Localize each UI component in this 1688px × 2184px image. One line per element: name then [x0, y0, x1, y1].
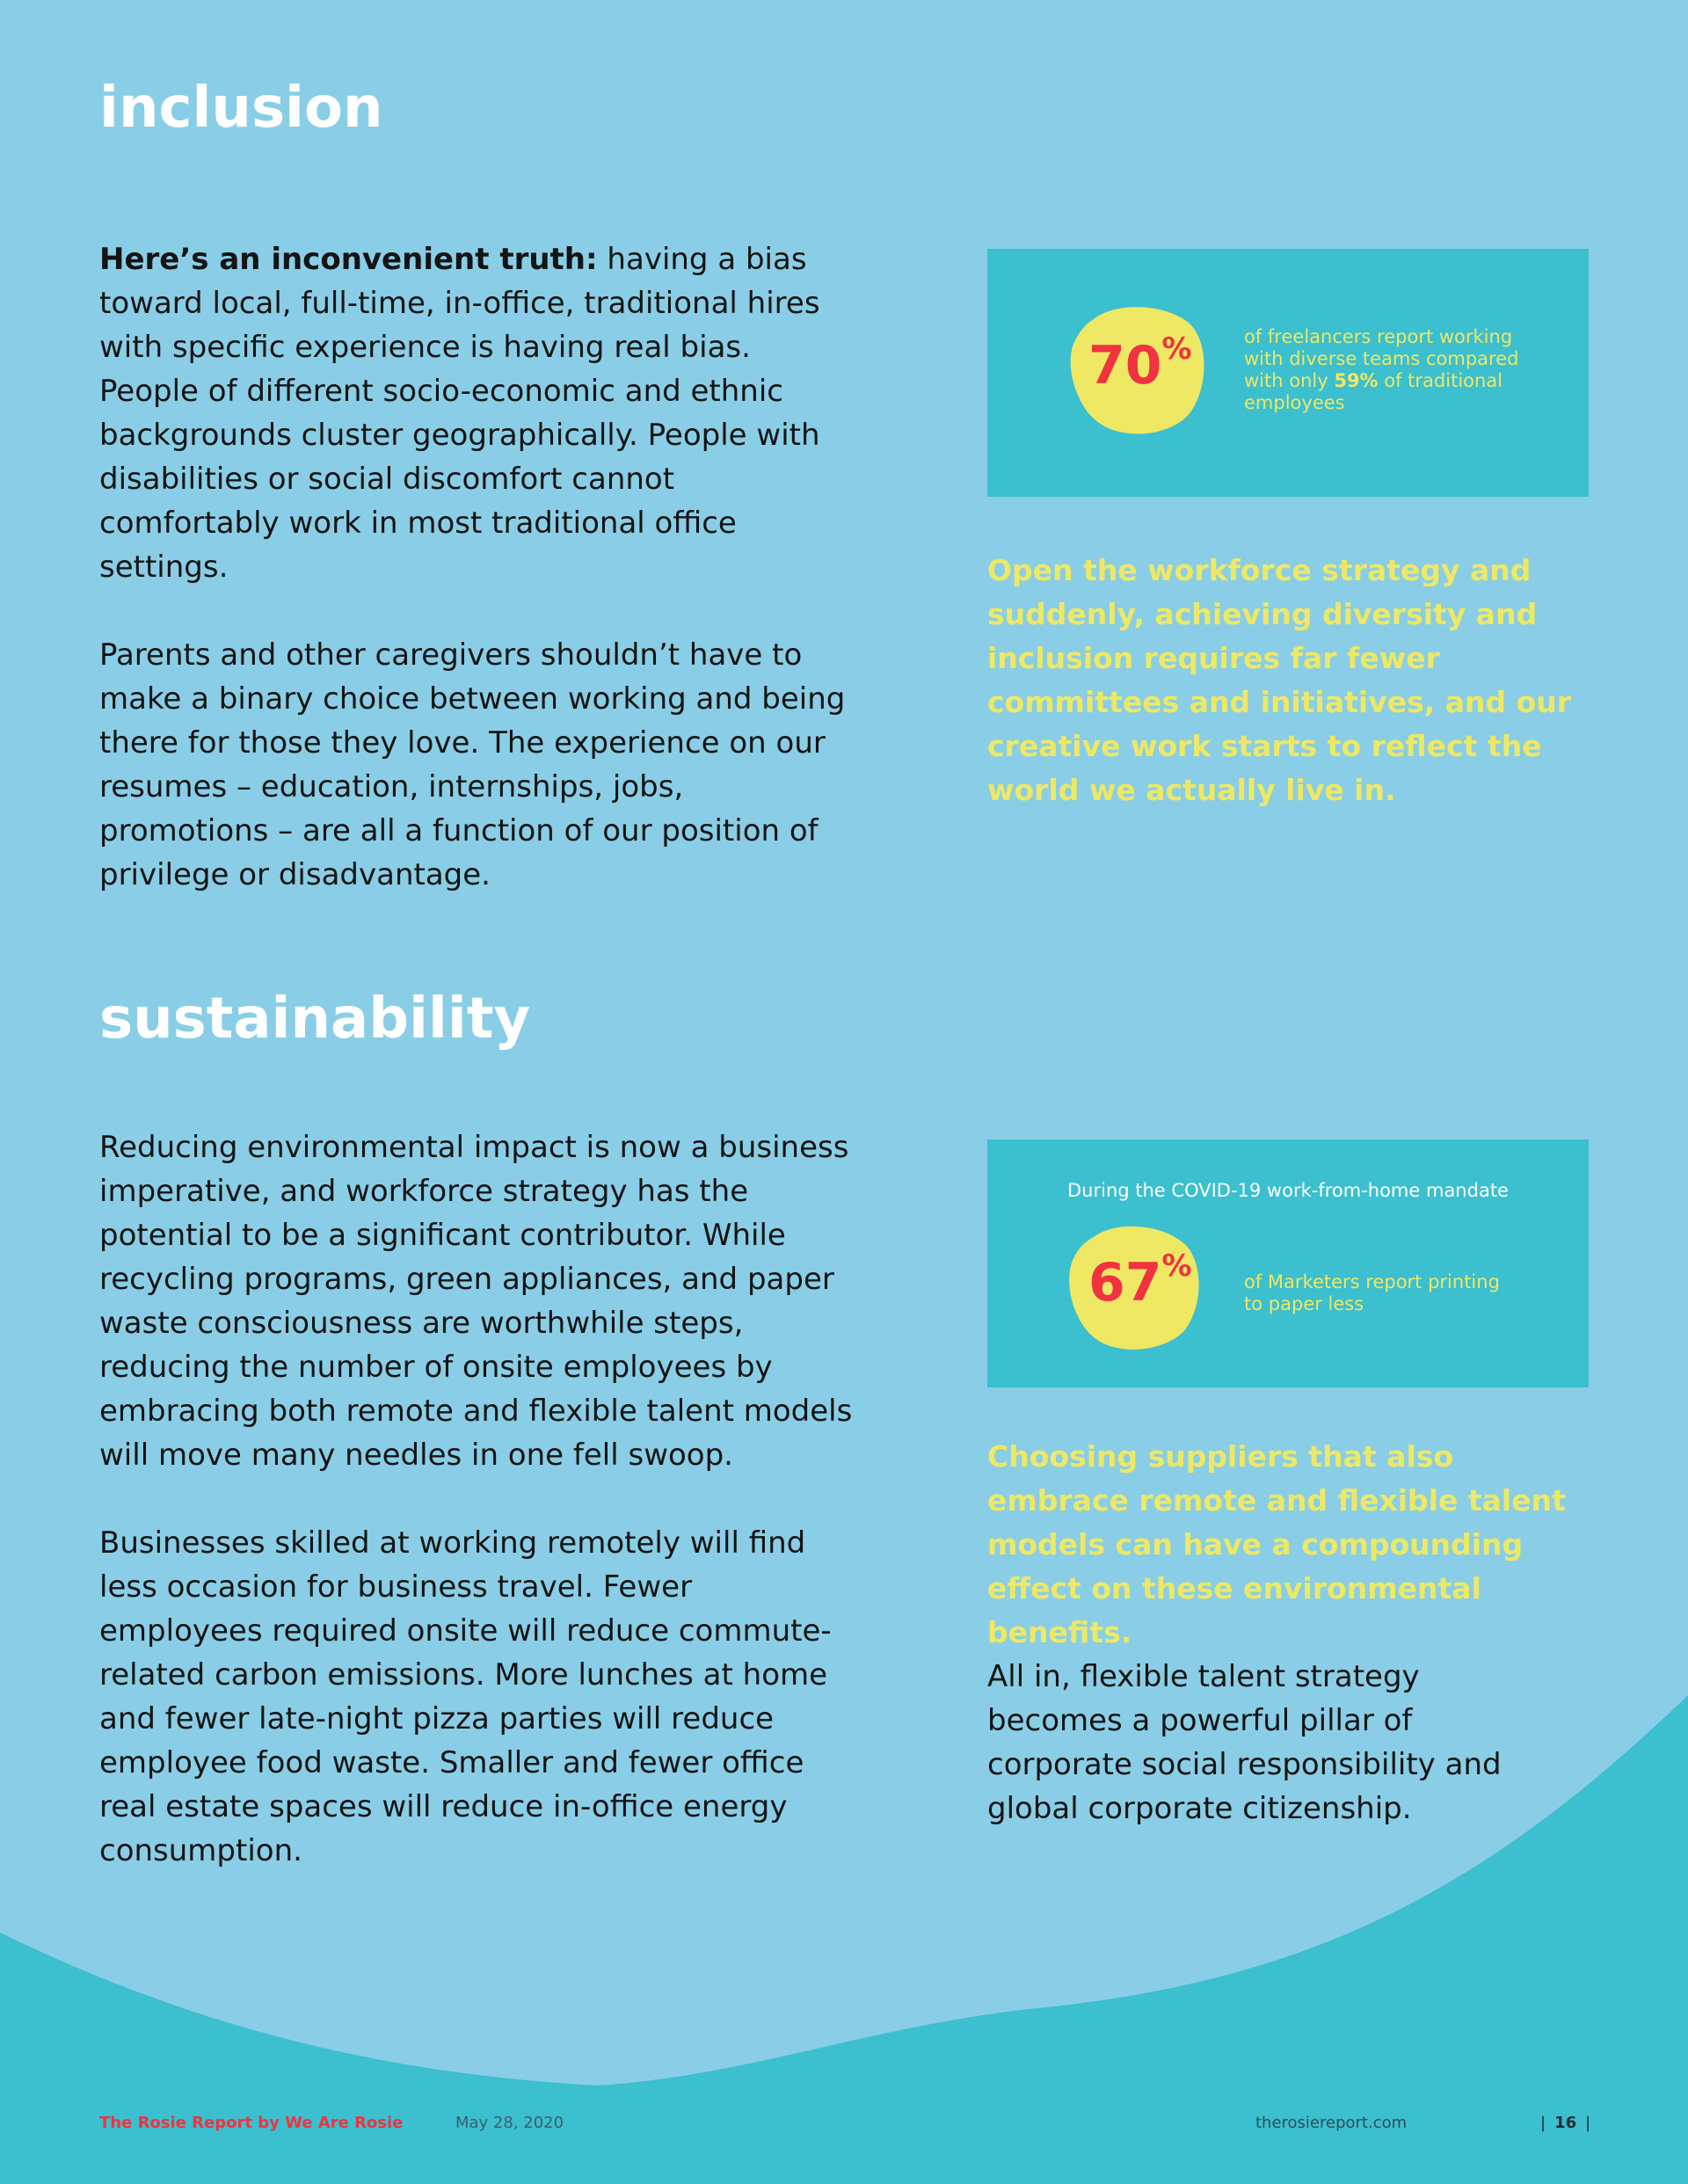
- inclusion-heading: inclusion: [99, 76, 383, 141]
- page-number: | 16 |: [1540, 2114, 1591, 2132]
- inclusion-paragraph-1-text: having a bias toward local, full-time, in-office, traditional hires with specific experience is having real bias. People of different socio-economic and ethnic backgrounds cluster geographically. People with disabilities or social discomfort cannot comfortably work in most traditional office settings.: [99, 242, 820, 585]
- sustainability-stat-description: of Marketers report printing to paper less: [1244, 1271, 1500, 1314]
- sustainability-paragraph-1: Reducing environmental impact is now a business imperative, and workforce strategy has the potential to be a significant contributor. While recycling programs, green appliances, and paper waste consciousness are worthwhile steps, reducing the number of onsite employees by embracing both remote and flexible talent models will move many needles in one fell swoop.: [99, 1130, 853, 1473]
- inclusion-paragraph-1: [99, 237, 855, 589]
- inclusion-pullquote: Open the workforce strategy and suddenly, achieving diversity and inclusion requires far fewer committees and initiatives, and our creative work starts to reflect the world we actually live in.: [987, 553, 1572, 807]
- sustainability-paragraph-2: Businesses skilled at working remotely will find less occasion for business travel. Fewer employees required onsite will reduce commute-related carbon emissions. More lunches at home and fewer late-night pizza parties will reduce employee food waste. Smaller and fewer office real estate spaces will reduce in-office energy consumption.: [99, 1525, 832, 1868]
- footer-brand: The Rosie Report by We Are Rosie: [99, 2114, 404, 2132]
- inclusion-paragraph-2: Parents and other caregivers shouldn’t have to make a binary choice between working and being there for those they love. The experience on our resumes – education, internships, jobs, promotions – are all a function of our position of privilege or disadvantage.: [99, 637, 846, 892]
- sustainability-heading: sustainability: [99, 986, 531, 1052]
- sustainability-stat-header: During the COVID-19 work-from-home mandate: [1067, 1180, 1509, 1201]
- sustainability-stat-box: [987, 1139, 1589, 1387]
- sustainability-closing: All in, flexible talent strategy becomes a powerful pillar of corporate social responsibility and global corporate citizenship.: [987, 1659, 1502, 1826]
- sustainability-body: [99, 1125, 855, 1917]
- inclusion-body: [99, 237, 855, 941]
- footer-date: May 28, 2020: [455, 2114, 564, 2132]
- inclusion-stat-box: [987, 249, 1589, 497]
- inclusion-lead: Here’s an inconvenient truth:: [99, 242, 598, 277]
- sustainability-pullquote: Choosing suppliers that also embrace remote and flexible talent models can have a compounding effect on these environmental benefits.: [987, 1439, 1566, 1649]
- inclusion-stat-number: 70%: [1088, 331, 1192, 397]
- sustainability-stat-number: 67%: [1088, 1249, 1192, 1314]
- footer-site-link[interactable]: therosiereport.com: [1255, 2114, 1408, 2132]
- inclusion-stat-description: of freelancers report working with diverse teams compared with only 59% of traditional employees: [1244, 326, 1519, 413]
